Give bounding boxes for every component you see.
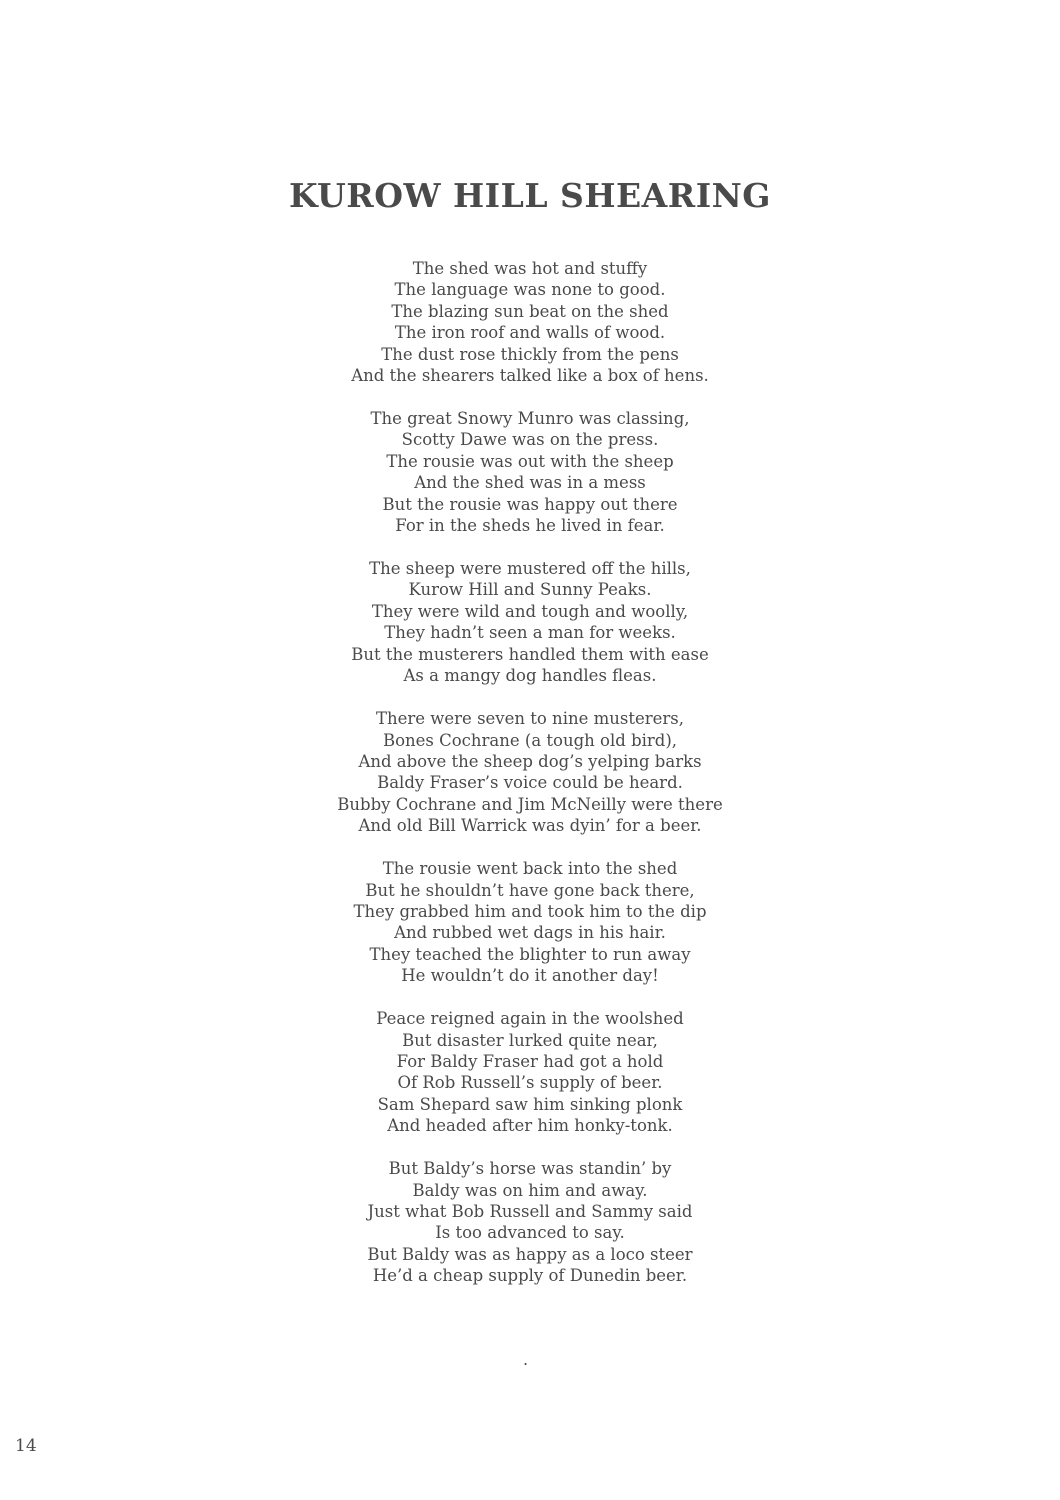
poem-line: For Baldy Fraser had got a hold (396, 1051, 664, 1071)
stanza-1 (0, 258, 1060, 386)
poem-line: And rubbed wet dags in his hair. (394, 923, 666, 943)
end-mark: . (523, 1350, 529, 1369)
poem-line: There were seven to nine musterers, (375, 709, 684, 729)
poem-line: But he shouldn’t have gone back there, (365, 880, 695, 900)
poem-line: Bubby Cochrane and Jim McNeilly were there (337, 794, 723, 814)
poem-line: For in the sheds he lived in fear. (395, 516, 665, 536)
poem-line: The dust rose thickly from the pens (381, 344, 679, 364)
poem-line: Kurow Hill and Sunny Peaks. (408, 580, 652, 600)
poem-line: Bones Cochrane (a tough old bird), (382, 730, 678, 750)
poem-line: Baldy Fraser’s voice could be heard. (377, 773, 683, 793)
poem-line: But disaster lurked quite near, (402, 1030, 658, 1050)
poem-line: The sheep were mustered off the hills, (369, 559, 691, 579)
poem-line: They grabbed him and took him to the dip (353, 901, 707, 921)
stanza-7 (0, 1158, 1060, 1286)
poem-line: And the shed was in a mess (414, 473, 646, 493)
page-title: KUROW HILL SHEARING (289, 176, 771, 215)
poem-line: The shed was hot and stuffy (412, 259, 648, 278)
poem-line: Just what Bob Russell and Sammy said (367, 1202, 693, 1221)
poem-line: They hadn’t seen a man for weeks. (384, 623, 676, 643)
poem-line: The rousie was out with the sheep (386, 451, 674, 471)
poem-line: And the shearers talked like a box of hens. (351, 366, 709, 386)
poem-line: Peace reigned again in the woolshed (376, 1009, 684, 1029)
poem-line: He’d a cheap supply of Dunedin beer. (372, 1266, 688, 1286)
poem-line: Baldy was on him and away. (412, 1180, 648, 1200)
stanza-4 (0, 708, 1060, 836)
poem-line: The great Snowy Munro was classing, (370, 409, 690, 429)
poem-line: The language was none to good. (394, 280, 666, 300)
poem-line: The rousie went back into the shed (382, 859, 678, 879)
poem-line: They were wild and tough and woolly, (371, 601, 689, 621)
poem-line: And headed after him honky-tonk. (387, 1116, 673, 1136)
poem-line: But Baldy’s horse was standin’ by (388, 1159, 672, 1179)
stanza-6 (0, 1008, 1060, 1136)
poem-line: But Baldy was as happy as a loco steer (367, 1244, 693, 1264)
poem-line: But the rousie was happy out there (382, 494, 678, 514)
poem-line: He wouldn’t do it another day! (401, 966, 659, 986)
poem-line: But the musterers handled them with ease (351, 644, 709, 664)
poem-body (0, 258, 1060, 1308)
stanza-3 (0, 558, 1060, 686)
poem-line: The iron roof and walls of wood. (394, 323, 666, 343)
page-number: 14 (15, 1436, 37, 1456)
poem-line: And above the sheep dog’s yelping barks (358, 751, 702, 771)
poem-line: Is too advanced to say. (435, 1223, 625, 1243)
poem-line: And old Bill Warrick was dyin’ for a beer. (358, 816, 702, 836)
poem-line: The blazing sun beat on the shed (391, 301, 669, 321)
poem-line: Scotty Dawe was on the press. (401, 430, 659, 450)
stanza-5 (0, 858, 1060, 986)
poem-line: They teached the blighter to run away (369, 944, 691, 964)
stanza-2 (0, 408, 1060, 536)
poem-line: As a mangy dog handles fleas. (403, 666, 657, 686)
poem-line: Of Rob Russell’s supply of beer. (397, 1073, 663, 1093)
poem-line: Sam Shepard saw him sinking plonk (377, 1094, 683, 1114)
